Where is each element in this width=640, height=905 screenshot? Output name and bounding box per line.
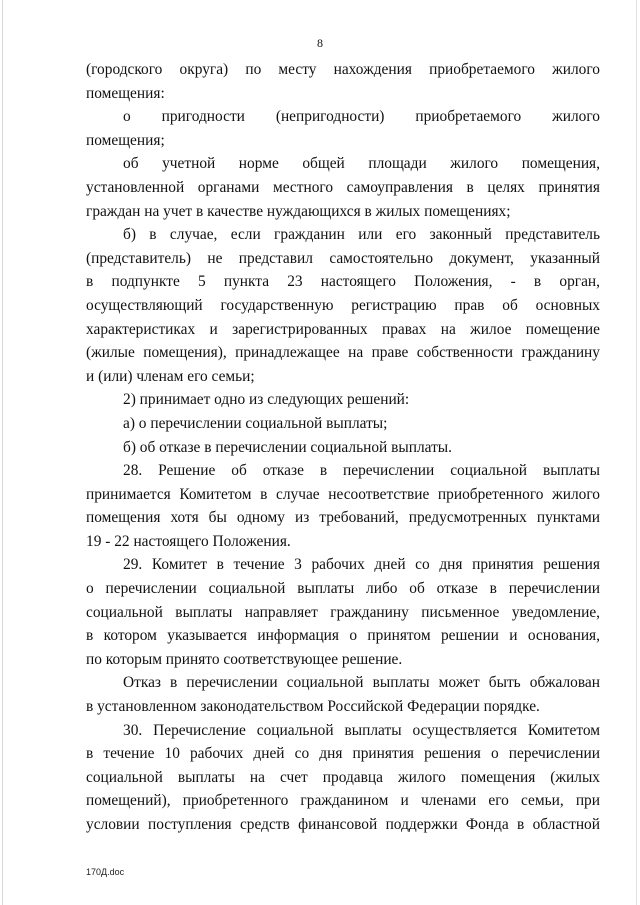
- text-line: (жилые помещения), принадлежащее на праве собственности гражданину: [86, 344, 600, 362]
- text-line: помещения;: [86, 131, 165, 149]
- text-line: социальной выплаты направляет гражданину письменное уведомление,: [86, 603, 600, 621]
- text-line: о перечислении социальной выплаты либо об отказе в перечислении: [86, 580, 600, 598]
- text-line: по которым принято соответствующее решение.: [86, 650, 403, 668]
- scan-edge-left: [2, 0, 3, 905]
- text-line: Отказ в перечислении социальной выплаты может быть обжалован: [123, 674, 600, 692]
- text-line: в установленном законодательством Российской Федерации порядке.: [86, 698, 540, 716]
- text-line: и (или) членам его семьи;: [86, 367, 255, 385]
- text-line: принимается Комитетом в случае несоответствие приобретенного жилого: [86, 485, 600, 503]
- text-line: 19 - 22 настоящего Положения.: [86, 532, 291, 550]
- text-line: осуществляющий государственную регистрацию прав об основных: [86, 296, 600, 314]
- text-line: помещения:: [86, 84, 165, 102]
- text-line: условии поступления средств финансовой поддержки Фонда в областной: [86, 816, 600, 833]
- text-line: граждан на учет в качестве нуждающихся в жилых помещениях;: [86, 202, 511, 220]
- text-line: 2) принимает одно из следующих решений:: [123, 391, 410, 409]
- text-line: (представитель) не представил самостоятельно документ, указанный: [86, 249, 600, 267]
- text-line: помещения хотя бы одному из требований, предусмотренных пунктами: [86, 509, 600, 527]
- text-line: в течение 10 рабочих дней со дня принятия решения о перечислении: [86, 745, 600, 763]
- text-line: помещений), приобретенного гражданином и членами его семьи, при: [86, 792, 600, 810]
- text-line: в подпункте 5 пункта 23 настоящего Положения, - в орган,: [86, 273, 600, 291]
- file-name-footer: 170Д.doc: [86, 867, 125, 877]
- text-line: б) об отказе в перечислении социальной выплаты.: [123, 438, 452, 456]
- text-line: 28. Решение об отказе в перечислении социальной выплаты: [123, 462, 600, 480]
- text-line: характеристиках и зарегистрированных правах на жилое помещение: [86, 320, 600, 338]
- text-line: а) о перечислении социальной выплаты;: [123, 414, 388, 432]
- text-line: 29. Комитет в течение 3 рабочих дней со дня принятия решения: [123, 556, 600, 574]
- text-line: социальной выплаты на счет продавца жилого помещения (жилых: [86, 768, 600, 786]
- text-line: установленной органами местного самоуправления в целях принятия: [86, 178, 600, 196]
- text-line: 30. Перечисление социальной выплаты осуществляется Комитетом: [123, 721, 600, 739]
- text-line: (городского округа) по месту нахождения приобретаемого жилого: [86, 61, 600, 78]
- document-body: [86, 58, 600, 837]
- scan-edge-right: [636, 0, 637, 905]
- page-number: 8: [317, 36, 323, 50]
- text-line: б) в случае, если гражданин или его законный представитель: [123, 226, 600, 244]
- text-line: о пригодности (непригодности) приобретаемого жилого: [123, 108, 600, 126]
- text-line: об учетной норме общей площади жилого помещения,: [123, 155, 600, 173]
- text-line: в котором указывается информация о принятом решении и основания,: [86, 627, 600, 645]
